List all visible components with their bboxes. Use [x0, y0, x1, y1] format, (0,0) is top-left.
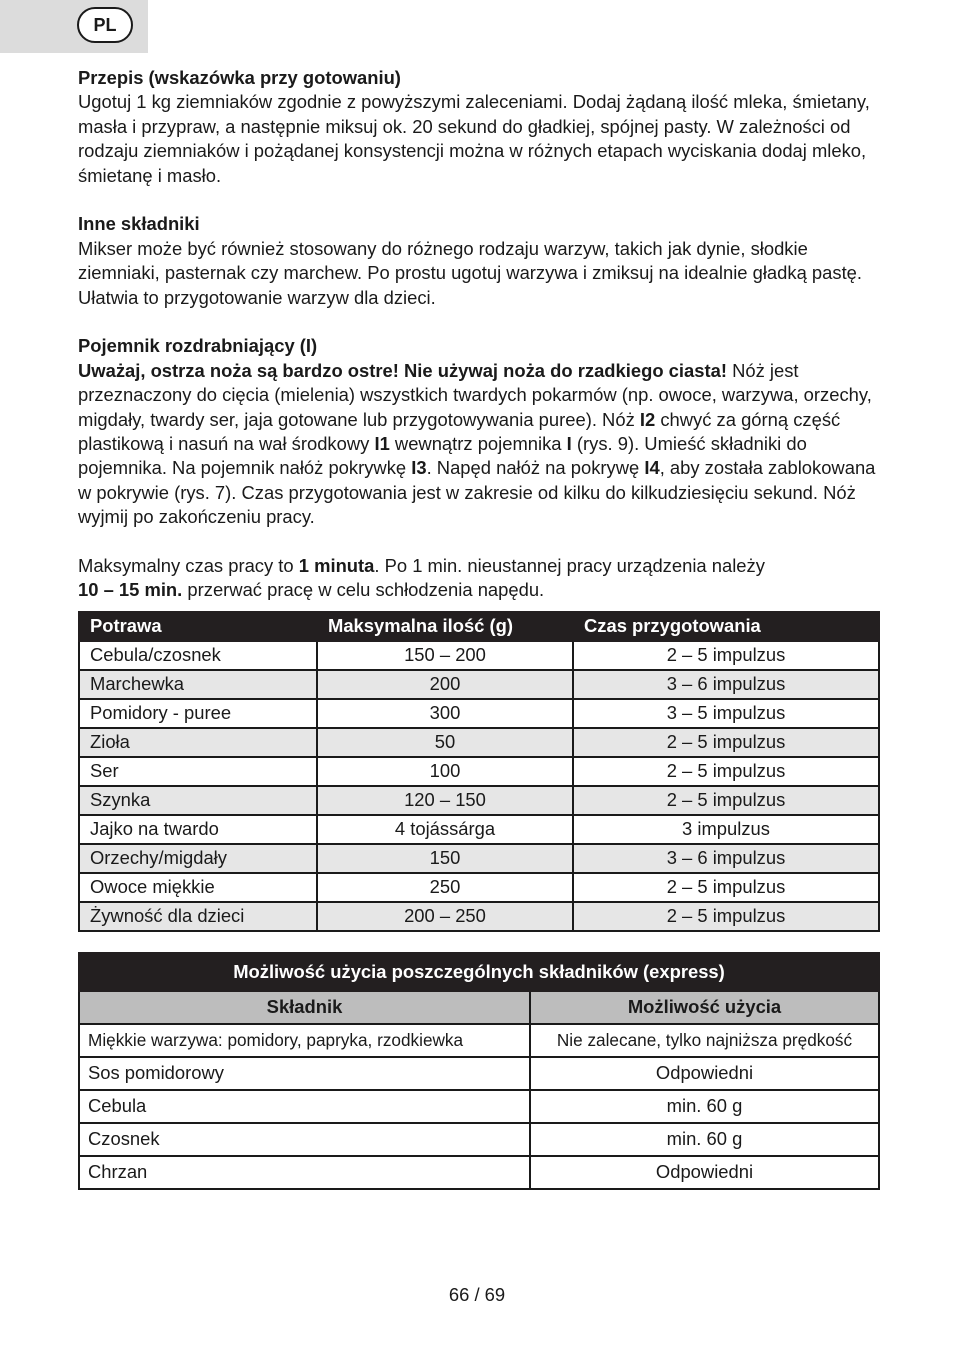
table-row — [79, 815, 879, 844]
cell-time: 2 – 5 impulzus — [573, 757, 879, 786]
part-label-i1: I1 — [374, 433, 390, 455]
cell-amount: 120 – 150 — [317, 786, 573, 815]
table-row — [79, 757, 879, 786]
cell-ingredient: Cebula — [79, 1090, 530, 1123]
chopper-text-part: Nóż jest przeznaczony do cięcia (mielenia) wszystkich twardych pokarmów (np. owoce, warzywa, orzechy, migdały, twardy ser, jaja gotowane lub przygotowywania puree). Nóż — [78, 359, 872, 430]
cell-amount: 300 — [317, 699, 573, 728]
header-ingredient: Składnik — [79, 991, 530, 1024]
header-prep-time: Czas przygotowania — [573, 612, 879, 641]
cell-ingredient: Czosnek — [79, 1123, 530, 1156]
recipe-text: Ugotuj 1 kg ziemniaków zgodnie z powyższymi zaleceniami. Dodaj żądaną ilość mleka, śmietany, masła i przypraw, a następnie miksuj ok. 20 sekund do gładkiej, spójnej pasty. W zależności od rodzaju ziemniaków i pożądanej konsystencji można w różnych etapach wyciskania dodaj mleko, śmietanę i masło. — [78, 91, 870, 186]
page-number: 66 / 69 — [448, 1284, 506, 1305]
cell-amount: 200 — [317, 670, 573, 699]
cell-time: 3 impulzus — [573, 815, 879, 844]
cell-ingredient: Chrzan — [79, 1156, 530, 1189]
chopper-text-part: wewnątrz pojemnika — [389, 433, 567, 455]
chopper-text-part: . Napęd nałóż na pokrywę — [426, 457, 645, 479]
table-row — [79, 1057, 879, 1090]
other-ingredients-section — [78, 212, 878, 310]
header-max-amount: Maksymalna ilość (g) — [317, 612, 573, 641]
cell-food: Szynka — [79, 786, 317, 815]
table-row — [79, 670, 879, 699]
cell-time: 3 – 6 impulzus — [573, 844, 879, 873]
cell-usage: Odpowiedni — [530, 1057, 879, 1090]
cell-food: Żywność dla dzieci — [79, 902, 317, 931]
chopper-heading: Pojemnik rozdrabniający (I) — [78, 335, 318, 357]
cell-amount: 200 – 250 — [317, 902, 573, 931]
cell-food: Marchewka — [79, 670, 317, 699]
cell-amount: 50 — [317, 728, 573, 757]
cell-time: 2 – 5 impulzus — [573, 728, 879, 757]
cell-food: Ser — [79, 757, 317, 786]
table-row — [79, 728, 879, 757]
processing-table — [78, 611, 880, 932]
max-time-value: 1 minuta — [298, 555, 375, 577]
usage-table-title: Możliwość użycia poszczególnych składników (express) — [79, 953, 879, 991]
max-time-text — [78, 554, 878, 603]
table-row — [79, 641, 879, 670]
table-row — [79, 699, 879, 728]
table-row — [79, 844, 879, 873]
ingredients-usage-table — [78, 952, 880, 1190]
recipe-section — [78, 66, 878, 188]
cell-food: Orzechy/migdały — [79, 844, 317, 873]
cell-usage: min. 60 g — [530, 1090, 879, 1123]
chopper-text-part: (rys. 9). Umieść składniki do pojemnika. Na pojemnik nałóż pokrywkę — [78, 433, 807, 479]
max-time-part: . Po 1 min. nieustannej pracy urządzenia należy — [374, 555, 765, 577]
chopper-text-part: chwyć za górną część plastikową i nasuń na wał środkowy — [78, 408, 841, 455]
header-food: Potrawa — [79, 612, 317, 641]
processing-table-header — [79, 612, 879, 641]
header-usage: Możliwość użycia — [530, 991, 879, 1024]
table-row — [79, 902, 879, 931]
part-label-i3: I3 — [411, 457, 427, 479]
pause-time-value: 10 – 15 min. — [78, 579, 183, 601]
cell-time: 2 – 5 impulzus — [573, 873, 879, 902]
cell-food: Cebula/czosnek — [79, 641, 317, 670]
other-ingredients-heading: Inne składniki — [78, 213, 200, 235]
cell-amount: 100 — [317, 757, 573, 786]
other-ingredients-text: Mikser może być również stosowany do różnego rodzaju warzyw, takich jak dynie, słodkie ziemniaki, pasternak czy marchew. Po prostu ugotuj warzywa i zmiksuj na idealnie gładką pastę. Ułatwia to przygotowanie warzyw dla dzieci. — [78, 237, 863, 308]
recipe-heading: Przepis (wskazówka przy gotowaniu) — [78, 67, 401, 88]
cell-ingredient: Sos pomidorowy — [79, 1057, 530, 1090]
chopper-text — [78, 359, 878, 530]
part-label-i: I — [566, 433, 572, 455]
table-row — [79, 873, 879, 902]
cell-time: 2 – 5 impulzus — [573, 786, 879, 815]
chopper-text-part: , aby została zablokowana w pokrywie (rys. 7). Czas przygotowania jest w zakresie od kilku do kilkudziesięciu sekund. Nóż wyjmij po zakończeniu pracy. — [78, 457, 876, 528]
cell-ingredient: Miękkie warzywa: pomidory, papryka, rzodkiewka — [79, 1024, 530, 1057]
cell-food: Zioła — [79, 728, 317, 757]
cell-usage: min. 60 g — [530, 1123, 879, 1156]
cell-amount: 250 — [317, 873, 573, 902]
language-badge: PL — [77, 7, 133, 43]
cell-amount: 4 tojássárga — [317, 815, 573, 844]
table-row — [79, 1024, 879, 1057]
max-time-part: przerwać pracę w celu schłodzenia napędu. — [182, 579, 545, 601]
chopper-warning: Uważaj, ostrza noża są bardzo ostre! Nie używaj noża do rzadkiego ciasta! — [78, 359, 727, 381]
language-tab — [0, 0, 148, 53]
table-row — [79, 786, 879, 815]
cell-usage: Nie zalecane, tylko najniższa prędkość — [530, 1024, 879, 1057]
table-row — [79, 1090, 879, 1123]
cell-time: 2 – 5 impulzus — [573, 902, 879, 931]
usage-table-title-row — [79, 953, 879, 991]
page-content — [78, 66, 878, 1190]
max-time-part: Maksymalny czas pracy to — [78, 555, 299, 577]
cell-usage: Odpowiedni — [530, 1156, 879, 1189]
cell-food: Pomidory - puree — [79, 699, 317, 728]
cell-food: Jajko na twardo — [79, 815, 317, 844]
table-row — [79, 1123, 879, 1156]
table-row — [79, 1156, 879, 1189]
cell-amount: 150 – 200 — [317, 641, 573, 670]
chopper-section — [78, 334, 878, 529]
cell-time: 3 – 5 impulzus — [573, 699, 879, 728]
cell-time: 2 – 5 impulzus — [573, 641, 879, 670]
part-label-i4: I4 — [644, 457, 660, 479]
cell-time: 3 – 6 impulzus — [573, 670, 879, 699]
cell-amount: 150 — [317, 844, 573, 873]
part-label-i2: I2 — [639, 408, 656, 430]
usage-table-header — [79, 991, 879, 1024]
cell-food: Owoce miękkie — [79, 873, 317, 902]
